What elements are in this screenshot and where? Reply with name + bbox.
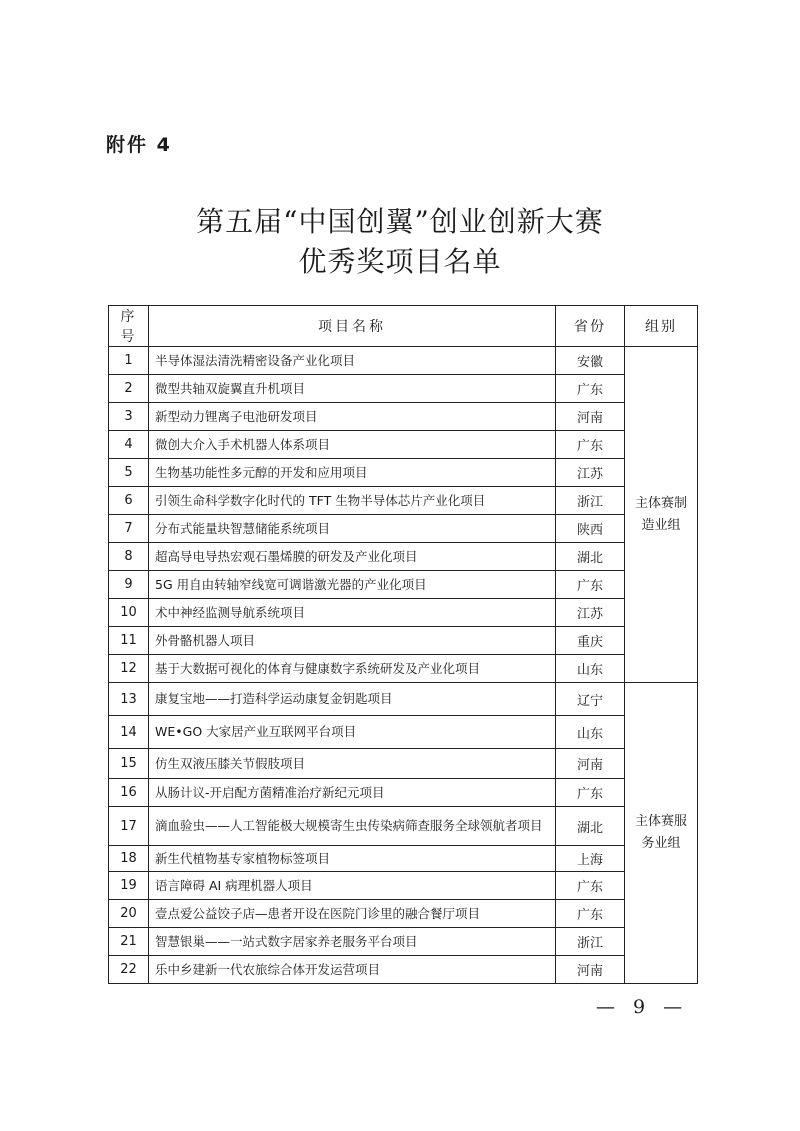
table-row <box>109 515 698 543</box>
table-row <box>109 655 698 683</box>
row-project-name: 从肠计议-开启配方菌精准治疗新纪元项目 <box>149 779 556 807</box>
row-province: 上海 <box>556 846 625 872</box>
row-project-name: 语言障碍 AI 病理机器人项目 <box>149 872 556 900</box>
row-province: 浙江 <box>556 928 625 956</box>
row-province: 山东 <box>556 716 625 749</box>
row-province: 江苏 <box>556 599 625 627</box>
row-project-name: 壹点爱公益饺子店—患者开设在医院门诊里的融合餐厅项目 <box>149 900 556 928</box>
page-number: — 9 — <box>596 996 689 1018</box>
row-province: 山东 <box>556 655 625 683</box>
table-row <box>109 872 698 900</box>
row-province: 广东 <box>556 872 625 900</box>
table-row <box>109 599 698 627</box>
document-title-line-1: 第五届“中国创翼”创业创新大赛 <box>196 205 604 238</box>
row-project-name: 新型动力锂离子电池研发项目 <box>149 403 556 431</box>
table-row <box>109 749 698 779</box>
row-index: 22 <box>109 956 149 984</box>
row-index: 9 <box>109 571 149 599</box>
row-province: 江苏 <box>556 459 625 487</box>
row-province: 浙江 <box>556 487 625 515</box>
table-row <box>109 403 698 431</box>
row-province: 广东 <box>556 900 625 928</box>
row-province: 湖北 <box>556 543 625 571</box>
row-index: 21 <box>109 928 149 956</box>
table-row <box>109 431 698 459</box>
row-project-name: 半导体湿法清洗精密设备产业化项目 <box>149 347 556 375</box>
header-index: 序号 <box>109 306 149 347</box>
row-project-name: 术中神经监测导航系统项目 <box>149 599 556 627</box>
table-row <box>109 846 698 872</box>
table-row <box>109 716 698 749</box>
row-province: 广东 <box>556 375 625 403</box>
row-index: 15 <box>109 749 149 779</box>
row-project-name: 5G 用自由转轴窄线宽可调谐激光器的产业化项目 <box>149 571 556 599</box>
row-province: 河南 <box>556 749 625 779</box>
row-index: 17 <box>109 807 149 846</box>
row-index: 12 <box>109 655 149 683</box>
row-province: 陕西 <box>556 515 625 543</box>
row-project-name: 分布式能量块智慧储能系统项目 <box>149 515 556 543</box>
row-project-name: 基于大数据可视化的体育与健康数字系统研发及产业化项目 <box>149 655 556 683</box>
row-project-name: 智慧银巢——一站式数字居家养老服务平台项目 <box>149 928 556 956</box>
row-index: 2 <box>109 375 149 403</box>
row-index: 13 <box>109 683 149 716</box>
table-row <box>109 807 698 846</box>
row-project-name: 新生代植物基专家植物标签项目 <box>149 846 556 872</box>
table-row <box>109 928 698 956</box>
header-group: 组别 <box>625 306 698 347</box>
row-index: 6 <box>109 487 149 515</box>
table-row <box>109 459 698 487</box>
row-project-name: 外骨骼机器人项目 <box>149 627 556 655</box>
row-project-name: 引领生命科学数字化时代的 TFT 生物半导体芯片产业化项目 <box>149 487 556 515</box>
row-project-name: 微创大介入手术机器人体系项目 <box>149 431 556 459</box>
attachment-label: 附件 4 <box>106 134 172 156</box>
header-province: 省份 <box>556 306 625 347</box>
row-index: 16 <box>109 779 149 807</box>
row-project-name: 康复宝地——打造科学运动康复金钥匙项目 <box>149 683 556 716</box>
row-index: 4 <box>109 431 149 459</box>
table-row <box>109 683 698 716</box>
row-project-name: 仿生双液压膝关节假肢项目 <box>149 749 556 779</box>
row-index: 20 <box>109 900 149 928</box>
row-index: 10 <box>109 599 149 627</box>
row-province: 辽宁 <box>556 683 625 716</box>
table-row <box>109 571 698 599</box>
row-province: 河南 <box>556 956 625 984</box>
row-index: 11 <box>109 627 149 655</box>
table-row <box>109 543 698 571</box>
row-index: 18 <box>109 846 149 872</box>
document-title-line-2: 优秀奖项目名单 <box>298 245 502 278</box>
row-index: 3 <box>109 403 149 431</box>
table-row <box>109 487 698 515</box>
table-row <box>109 779 698 807</box>
group-cell: 主体赛服务业组 <box>625 683 698 984</box>
table-row <box>109 347 698 375</box>
row-province: 湖北 <box>556 807 625 846</box>
table-header-row <box>109 306 698 347</box>
row-province: 广东 <box>556 779 625 807</box>
award-list-table <box>108 305 698 984</box>
row-index: 14 <box>109 716 149 749</box>
row-province: 安徽 <box>556 347 625 375</box>
row-province: 广东 <box>556 571 625 599</box>
table-body <box>109 347 698 984</box>
table-row <box>109 627 698 655</box>
row-index: 1 <box>109 347 149 375</box>
table-row <box>109 900 698 928</box>
row-province: 广东 <box>556 431 625 459</box>
row-project-name: 生物基功能性多元醇的开发和应用项目 <box>149 459 556 487</box>
row-project-name: 滴血验虫——人工智能极大规模寄生虫传染病筛查服务全球领航者项目 <box>149 807 556 846</box>
row-project-name: 超高导电导热宏观石墨烯膜的研发及产业化项目 <box>149 543 556 571</box>
row-project-name: 微型共轴双旋翼直升机项目 <box>149 375 556 403</box>
table-row <box>109 956 698 984</box>
table-row <box>109 375 698 403</box>
group-cell: 主体赛制造业组 <box>625 347 698 683</box>
row-province: 重庆 <box>556 627 625 655</box>
row-province: 河南 <box>556 403 625 431</box>
row-project-name: 乐中乡建新一代农旅综合体开发运营项目 <box>149 956 556 984</box>
header-project-name: 项目名称 <box>149 306 556 347</box>
row-index: 8 <box>109 543 149 571</box>
row-project-name: WE•GO 大家居产业互联网平台项目 <box>149 716 556 749</box>
row-index: 7 <box>109 515 149 543</box>
row-index: 19 <box>109 872 149 900</box>
row-index: 5 <box>109 459 149 487</box>
